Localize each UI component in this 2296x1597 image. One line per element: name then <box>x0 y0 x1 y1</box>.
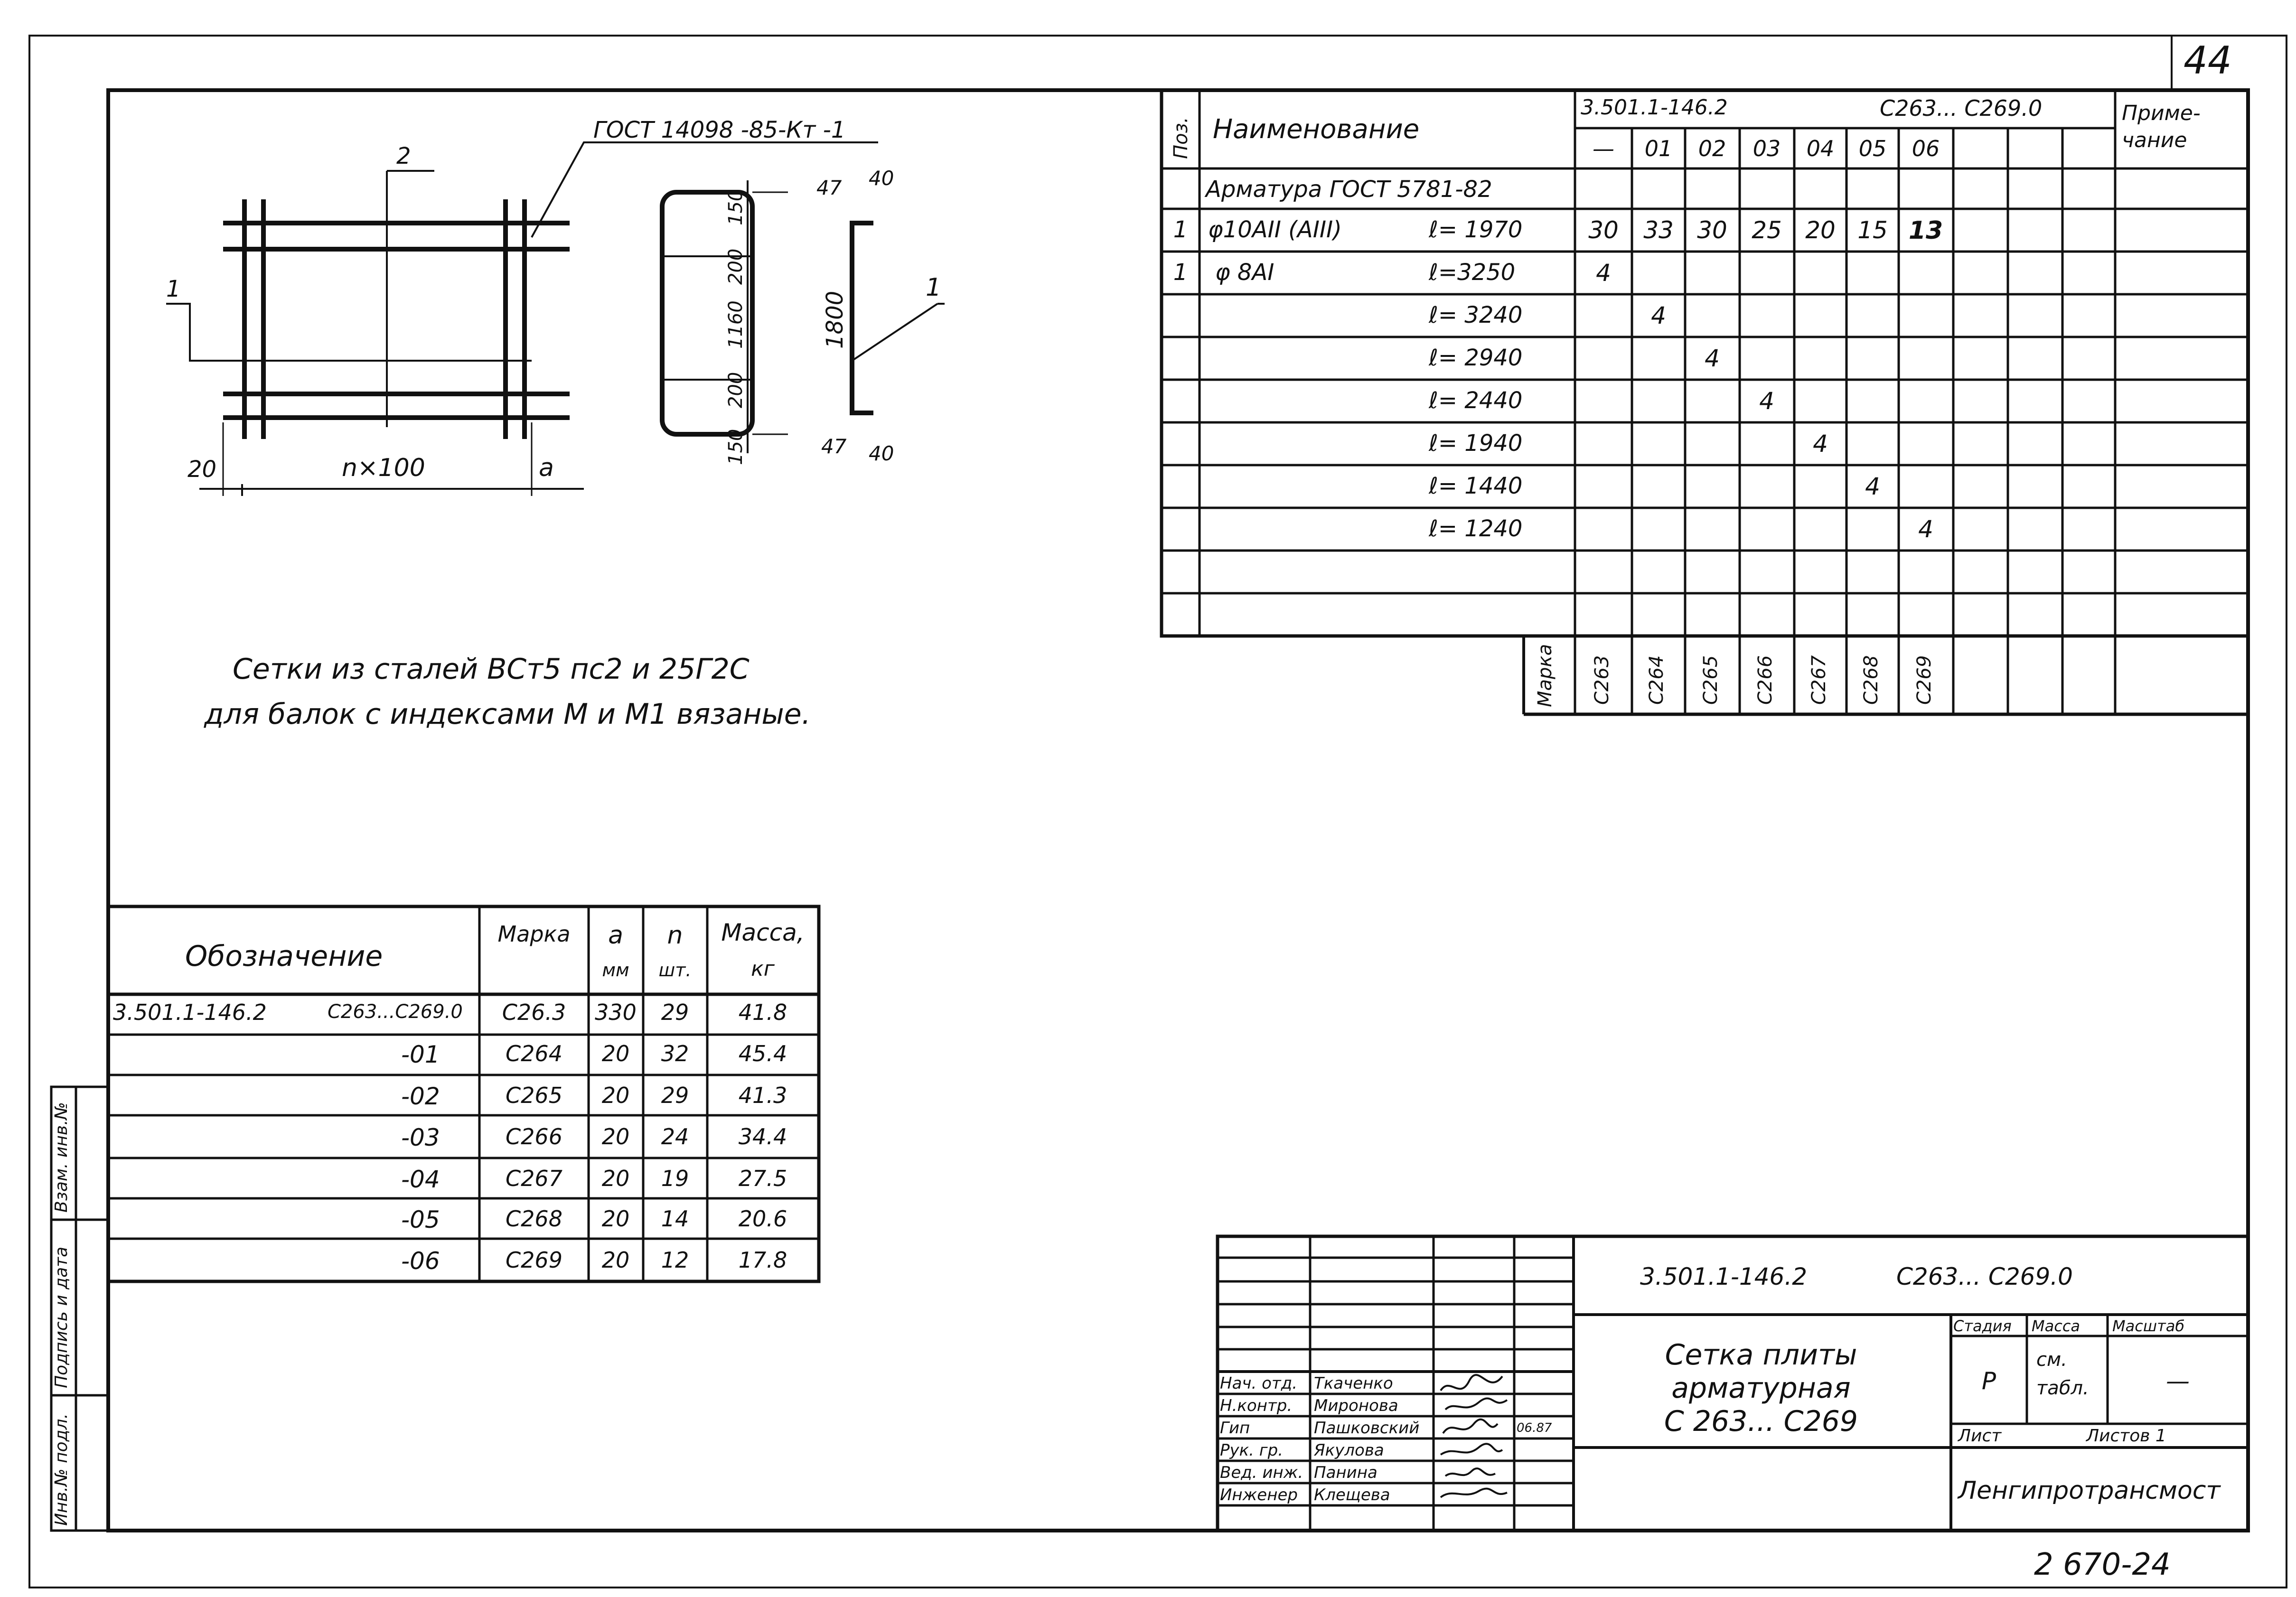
staff-role: Н.контр. <box>1220 1396 1293 1415</box>
desig-a: 20 <box>601 1247 630 1273</box>
desig-n: 29 <box>661 999 689 1025</box>
desig-header-a-unit: мм <box>602 960 629 981</box>
spec-col-pos: Поз. <box>1170 117 1192 159</box>
bottom-number: 2 670-24 <box>2034 1547 2171 1582</box>
desig-header-designation: Обозначение <box>185 940 383 973</box>
spec-mark: С269 <box>1913 655 1935 705</box>
spec-qty: 4 <box>1596 259 1611 287</box>
signature-marks <box>1436 1357 1512 1509</box>
spec-qty: 4 <box>1813 430 1828 458</box>
spec-qty: 4 <box>1759 387 1774 415</box>
note-line-1: Сетки из сталей ВСт5 пс2 и 25Г2С <box>233 653 750 686</box>
title-sheet-label: Лист <box>1958 1426 2002 1446</box>
desig-n: 14 <box>661 1206 689 1232</box>
title-stage-label: Стадия <box>1953 1317 2012 1335</box>
desig-n: 12 <box>661 1247 689 1273</box>
spec-length: ℓ=3250 <box>1429 259 1516 286</box>
section-dim: 200 <box>725 372 747 408</box>
spec-mark: С268 <box>1860 655 1882 705</box>
staff-role: Гип <box>1220 1419 1250 1438</box>
spec-qty: 13 <box>1908 216 1943 245</box>
desig-mass: 27.5 <box>738 1166 787 1191</box>
desig-header-n-unit: шт. <box>658 960 692 981</box>
title-mass-value-2: табл. <box>2036 1377 2089 1399</box>
execution-header: 05 <box>1858 136 1887 161</box>
desig-mass: 20.6 <box>738 1206 787 1232</box>
spec-qty: 33 <box>1643 216 1674 244</box>
desig-a: 20 <box>601 1166 630 1191</box>
title-code: 3.501.1-146.2 <box>1640 1263 1808 1290</box>
dim-nx100: n×100 <box>342 454 425 482</box>
desig-n: 24 <box>661 1124 689 1149</box>
execution-header: 02 <box>1698 136 1726 161</box>
staff-name: Миронова <box>1314 1396 1398 1415</box>
title-org: Ленгипротрансмост <box>1958 1476 2221 1505</box>
spec-name: φ10АII (АIII) <box>1208 216 1342 243</box>
spec-mark: С267 <box>1808 655 1830 705</box>
desig-code: 3.501.1-146.2 <box>113 999 267 1025</box>
desig-header-mass-unit: кг <box>751 957 775 981</box>
staff-date: 06.87 <box>1517 1421 1552 1435</box>
title-sheets-label: Листов 1 <box>2086 1426 2166 1446</box>
dim-20: 20 <box>187 456 217 483</box>
dim-a: a <box>539 454 554 482</box>
desig-header-mark: Марка <box>497 921 571 947</box>
stamp-podpis-data: Подпись и дата <box>52 1246 71 1388</box>
desig-suffix: -03 <box>401 1124 440 1151</box>
desig-a: 20 <box>601 1041 630 1066</box>
spec-length: ℓ= 3240 <box>1429 302 1523 328</box>
spec-qty: 4 <box>1705 345 1720 372</box>
desig-n: 32 <box>661 1041 689 1066</box>
spec-qty: 30 <box>1588 216 1619 244</box>
spec-mark: С266 <box>1754 655 1776 705</box>
bend-bottom-left: 47 <box>821 435 847 458</box>
desig-header-n: n <box>667 921 683 950</box>
spec-length: ℓ= 1440 <box>1429 473 1523 499</box>
staff-role: Вед. инж. <box>1220 1463 1303 1482</box>
bend-bottom-right: 40 <box>869 442 894 465</box>
desig-mass: 45.4 <box>738 1041 787 1066</box>
spec-doc-code: 3.501.1-146.2 <box>1581 95 1728 120</box>
spec-mark: С265 <box>1700 655 1722 705</box>
bend-top-right: 40 <box>869 167 894 190</box>
execution-header: 06 <box>1912 136 1940 161</box>
desig-a: 330 <box>595 999 637 1025</box>
title-line-1: Сетка плиты <box>1665 1338 1857 1372</box>
desig-suffix: -04 <box>401 1166 440 1193</box>
desig-mark: С269 <box>506 1247 562 1273</box>
desig-suffix: С263...С269.0 <box>328 1001 463 1023</box>
desig-mass: 41.8 <box>738 999 787 1025</box>
staff-role: Нач. отд. <box>1220 1374 1298 1393</box>
spec-group-label: Арматура ГОСТ 5781-82 <box>1206 176 1492 203</box>
title-mass-label: Масса <box>2032 1317 2080 1335</box>
title-scale-value: — <box>2166 1367 2190 1395</box>
page-number: 44 <box>2184 38 2232 83</box>
staff-role: Инженер <box>1220 1485 1298 1504</box>
desig-n: 29 <box>661 1083 689 1108</box>
desig-suffix: -02 <box>401 1083 440 1110</box>
staff-name: Клещева <box>1314 1485 1390 1504</box>
spec-pos: 1 <box>1173 216 1188 243</box>
section-dim: 200 <box>725 248 747 285</box>
spec-marka-label: Марка <box>1534 644 1556 707</box>
callout-1-bend: 1 <box>926 273 942 302</box>
staff-name: Ткаченко <box>1314 1374 1393 1393</box>
spec-pos: 1 <box>1173 259 1188 286</box>
spec-length: ℓ= 2440 <box>1429 387 1523 414</box>
desig-a: 20 <box>601 1083 630 1108</box>
spec-length: ℓ= 2940 <box>1429 345 1523 371</box>
spec-mark: С264 <box>1646 655 1668 705</box>
desig-mass: 41.3 <box>738 1083 787 1108</box>
note-line-2: для балок с индексами М и М1 вязаные. <box>204 698 811 731</box>
desig-header-a: a <box>608 921 623 950</box>
title-stage-value: Р <box>1981 1367 1996 1395</box>
spec-name: φ 8АI <box>1215 259 1275 286</box>
desig-a: 20 <box>601 1124 630 1149</box>
desig-suffix: -05 <box>401 1206 440 1233</box>
desig-header-mass: Масса, <box>721 919 805 946</box>
spec-mark: С263 <box>1591 655 1613 705</box>
title-mass-value-1: см. <box>2036 1349 2067 1371</box>
spec-qty: 30 <box>1697 216 1727 244</box>
spec-length: ℓ= 1940 <box>1429 430 1523 457</box>
section-dim: 1160 <box>725 300 747 349</box>
spec-col-note: Приме-чание <box>2122 101 2201 153</box>
spec-qty: 25 <box>1752 216 1782 244</box>
execution-header: 04 <box>1806 136 1835 161</box>
staff-role: Рук. гр. <box>1220 1441 1284 1460</box>
desig-a: 20 <box>601 1206 630 1232</box>
spec-length: ℓ= 1240 <box>1429 515 1523 542</box>
desig-mark: С268 <box>506 1206 562 1232</box>
bend-length: 1800 <box>822 290 848 349</box>
gost-label: ГОСТ 14098 -85-Кт -1 <box>593 117 846 143</box>
spec-doc-range: С263... С269.0 <box>1880 95 2043 121</box>
spec-qty: 4 <box>1651 302 1666 329</box>
spec-length: ℓ= 1970 <box>1429 216 1523 243</box>
title-line-2: арматурная <box>1671 1372 1851 1405</box>
desig-mark: С264 <box>506 1041 562 1066</box>
desig-mark: С265 <box>506 1083 562 1108</box>
desig-n: 19 <box>661 1166 689 1191</box>
staff-name: Пашковский <box>1314 1419 1420 1438</box>
callout-1: 1 <box>166 276 181 302</box>
desig-mass: 34.4 <box>738 1124 787 1149</box>
execution-header: 03 <box>1752 136 1781 161</box>
title-scale-label: Масштаб <box>2112 1317 2185 1335</box>
title-range: С263... С269.0 <box>1896 1263 2073 1290</box>
section-dim: 150 <box>725 189 747 225</box>
desig-mark: С266 <box>506 1124 562 1149</box>
desig-mark: С267 <box>506 1166 562 1191</box>
stamp-vzam-inv: Взам. инв.№ <box>52 1102 71 1213</box>
callout-2: 2 <box>396 143 411 169</box>
desig-mass: 17.8 <box>738 1247 787 1273</box>
execution-header: — <box>1593 136 1614 161</box>
spec-qty: 15 <box>1857 216 1888 244</box>
desig-mark: С26.3 <box>502 999 566 1025</box>
title-line-3: С 263... С269 <box>1664 1405 1858 1438</box>
desig-suffix: -06 <box>401 1247 440 1275</box>
stamp-inv-podl: Инв.№ подл. <box>52 1413 71 1526</box>
spec-qty: 4 <box>1918 515 1933 543</box>
spec-qty: 20 <box>1805 216 1836 244</box>
execution-header: 01 <box>1644 136 1673 161</box>
section-dim: 150 <box>725 429 747 465</box>
staff-name: Панина <box>1314 1463 1378 1482</box>
spec-col-name: Наименование <box>1213 114 1420 145</box>
desig-suffix: -01 <box>401 1041 440 1068</box>
staff-name: Якулова <box>1314 1441 1384 1460</box>
spec-qty: 4 <box>1865 473 1880 500</box>
bend-top-left: 47 <box>816 176 842 199</box>
